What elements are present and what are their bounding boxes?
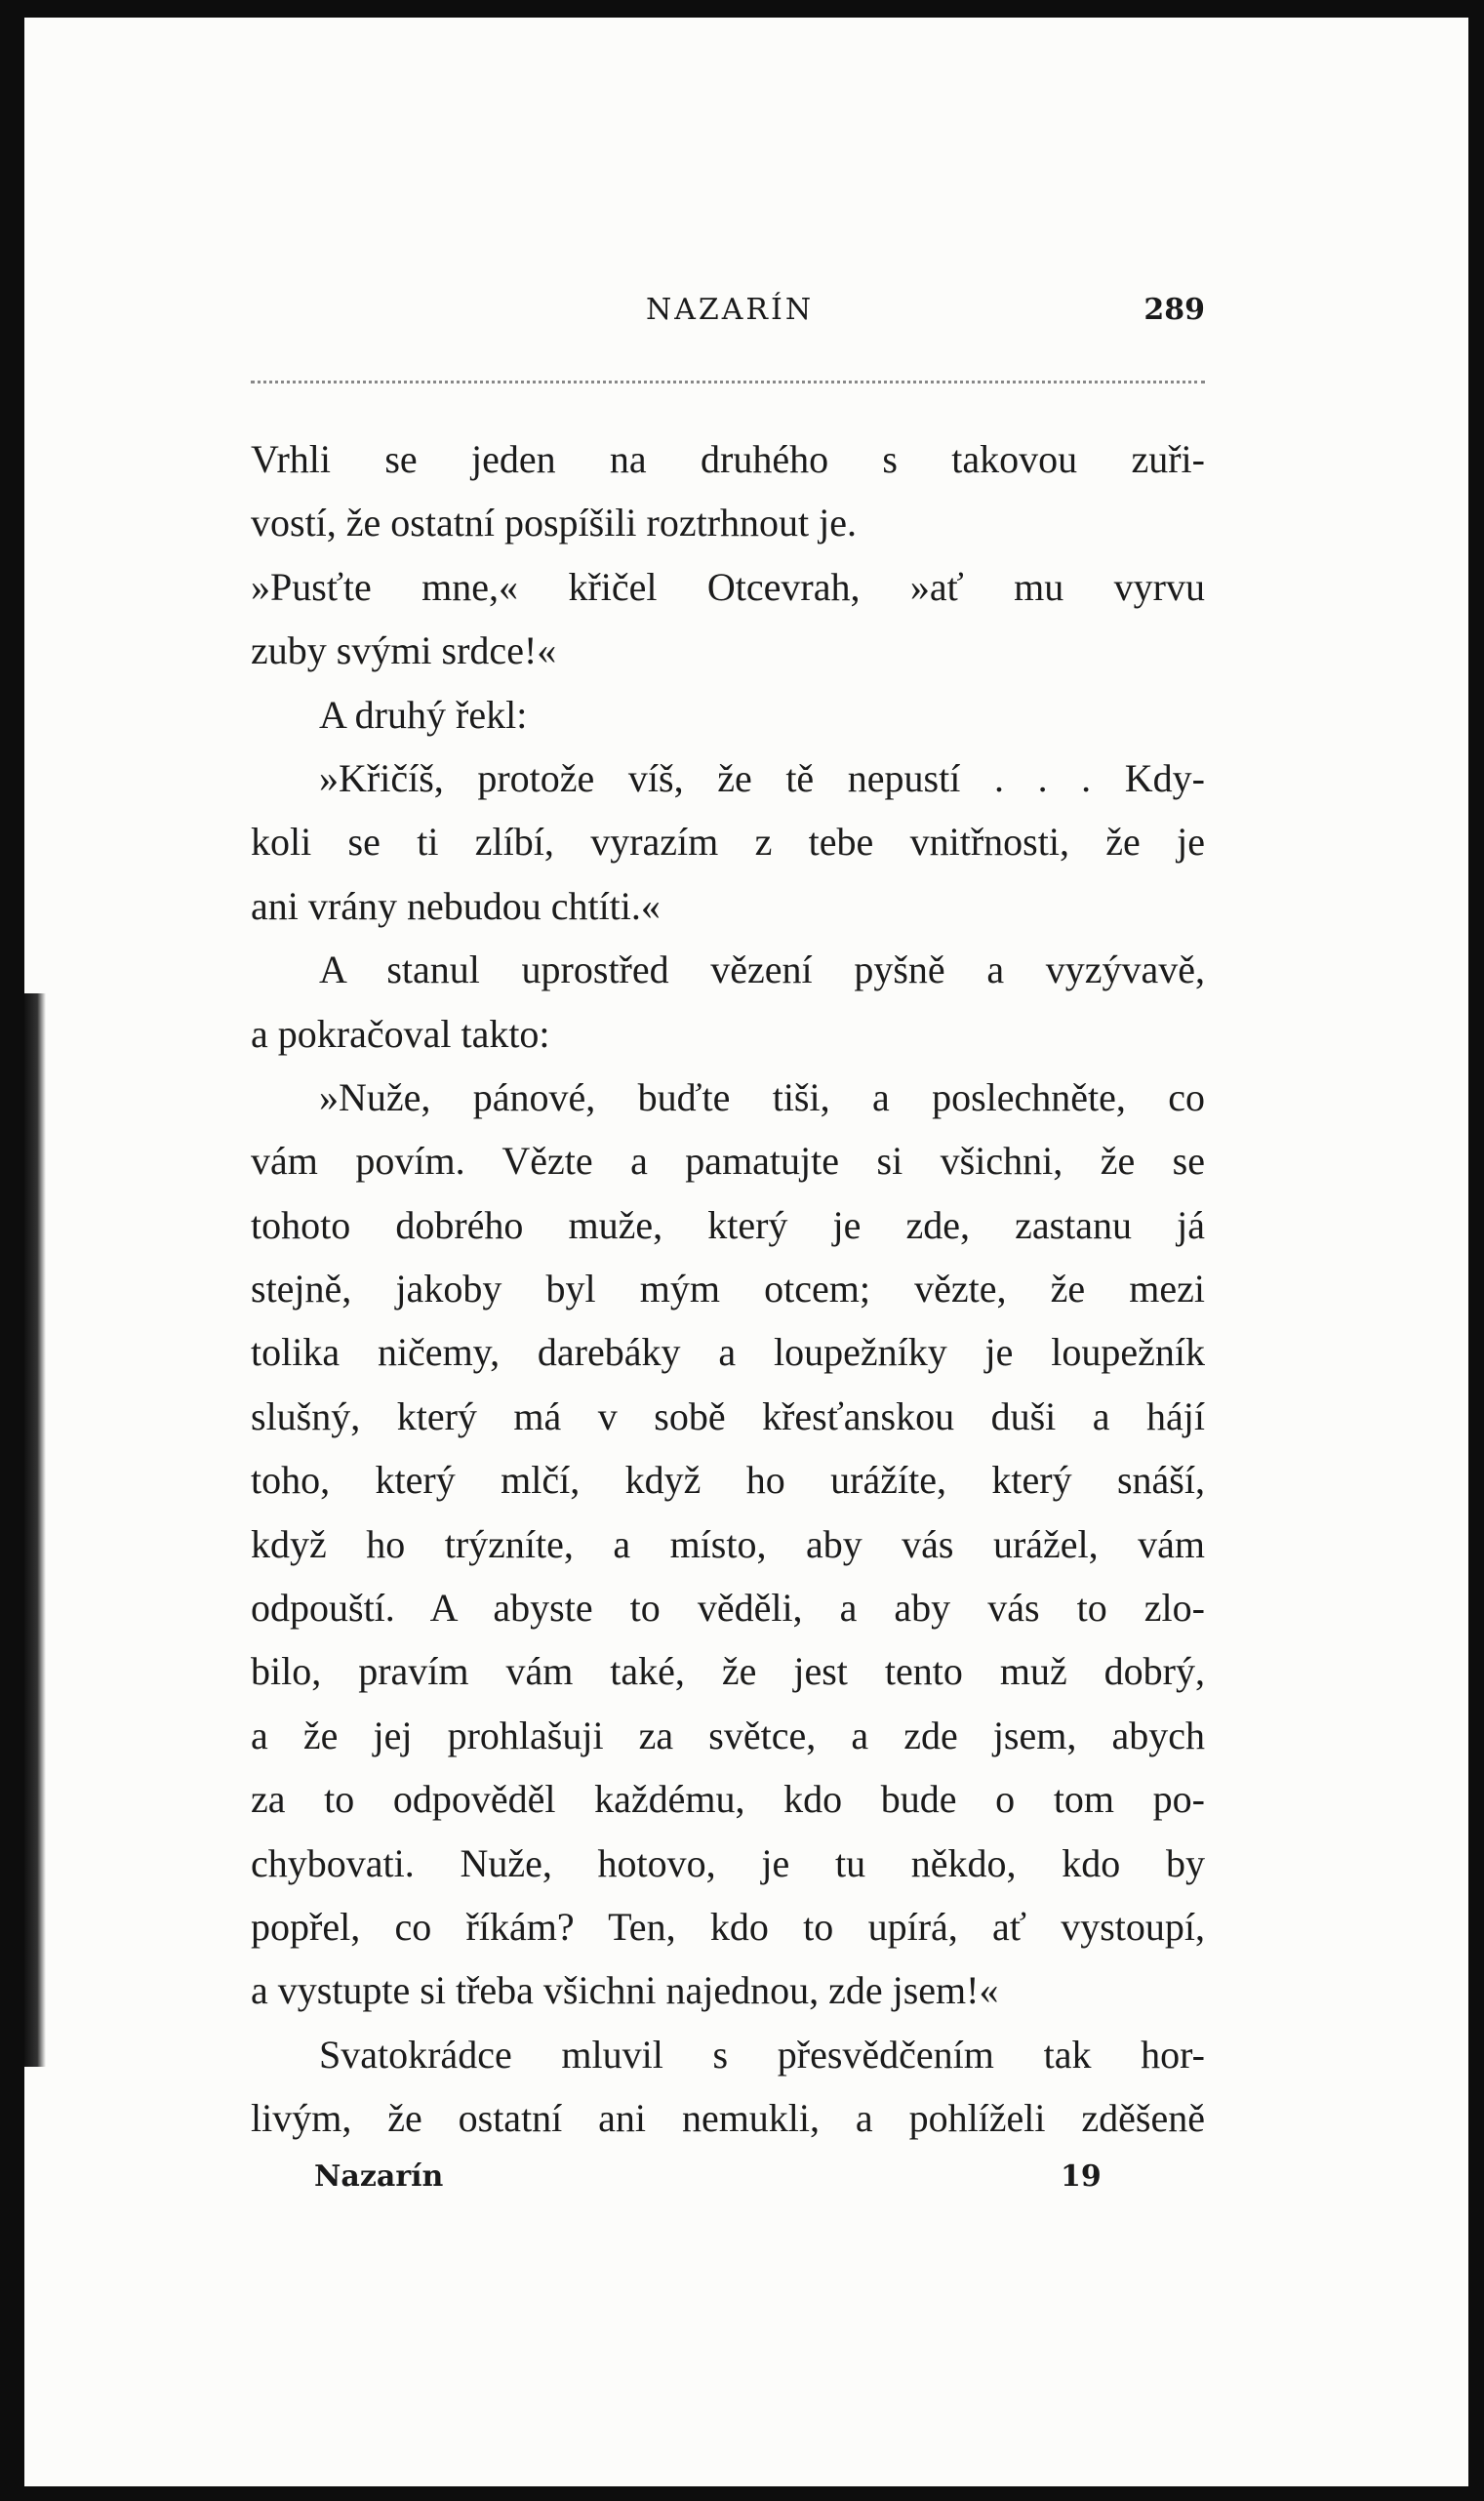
text-line: A druhý řekl: (319, 692, 528, 737)
text-line: když ho trýzníte, a místo, aby vás urážel, vám (251, 1521, 1205, 1566)
page-header (251, 273, 1205, 332)
text-line: »Pusťte mne,« křičel Otcevrah, »ať mu vyrvu (251, 564, 1205, 609)
page-number: 289 (1143, 293, 1205, 327)
text-line: »Křičíš, protože víš, že tě nepustí . . . Kdy- (319, 755, 1205, 800)
text-line: bilo, pravím vám také, že jest tento muž dobrý, (251, 1649, 1205, 1694)
text-line: tolika ničemy, darebáky a loupežníky je loupežník (251, 1330, 1205, 1375)
text-line: zuby svými srdce!« (251, 628, 557, 673)
signature-mark: 19 (1061, 2159, 1102, 2194)
text-line: toho, který mlčí, když ho urážíte, který snáší, (251, 1458, 1205, 1503)
text-line: Vrhli se jeden na druhého s takovou zuři- (251, 437, 1205, 481)
text-line: koli se ti zlíbí, vyrazím z tebe vnitřnosti, že je (251, 820, 1205, 865)
text-line: ani vrány nebudou chtíti.« (251, 883, 661, 928)
running-title: NAZARÍN (646, 293, 815, 327)
text-line: stejně, jakoby byl mým otcem; vězte, že mezi (251, 1267, 1205, 1311)
text-line: a pokračoval takto: (251, 1011, 550, 1056)
text-line: odpouští. A abyste to věděli, a aby vás to zlo- (251, 1586, 1205, 1631)
text-line: Svatokrádce mluvil s přesvědčením tak hor- (319, 2032, 1205, 2077)
text-line: vostí, že ostatní pospíšili roztrhnout je. (251, 501, 858, 545)
page-edge-shadow (24, 993, 46, 2067)
text-line: a vystupte si třeba všichni najednou, zde jsem!« (251, 1968, 999, 2013)
text-line: chybovati. Nuže, hotovo, je tu někdo, kdo by (251, 1840, 1205, 1885)
text-line: »Nuže, pánové, buďte tiši, a poslechněte, co (319, 1074, 1205, 1119)
text-line: vám povím. Vězte a pamatujte si všichni, že se (251, 1139, 1205, 1184)
header-rule (251, 381, 1205, 383)
text-line: livým, že ostatní ani nemukli, a pohlíželi zděšeně (251, 2096, 1205, 2141)
text-line: slušný, který má v sobě křesťanskou duši a hájí (251, 1393, 1205, 1438)
footer-title: Nazarín (314, 2159, 444, 2194)
text-line: za to odpověděl každému, kdo bude o tom po- (251, 1777, 1205, 1822)
body-text (251, 427, 1205, 2151)
text-line: popřel, co říkám? Ten, kdo to upírá, ať vystoupí, (251, 1904, 1205, 1949)
text-line: a že jej prohlašuji za světce, a zde jsem, abych (251, 1713, 1205, 1757)
book-page (24, 18, 1468, 2486)
text-line: tohoto dobrého muže, který je zde, zastanu já (251, 1202, 1205, 1247)
text-line: A stanul uprostřed vězení pyšně a vyzývavě, (319, 948, 1205, 992)
